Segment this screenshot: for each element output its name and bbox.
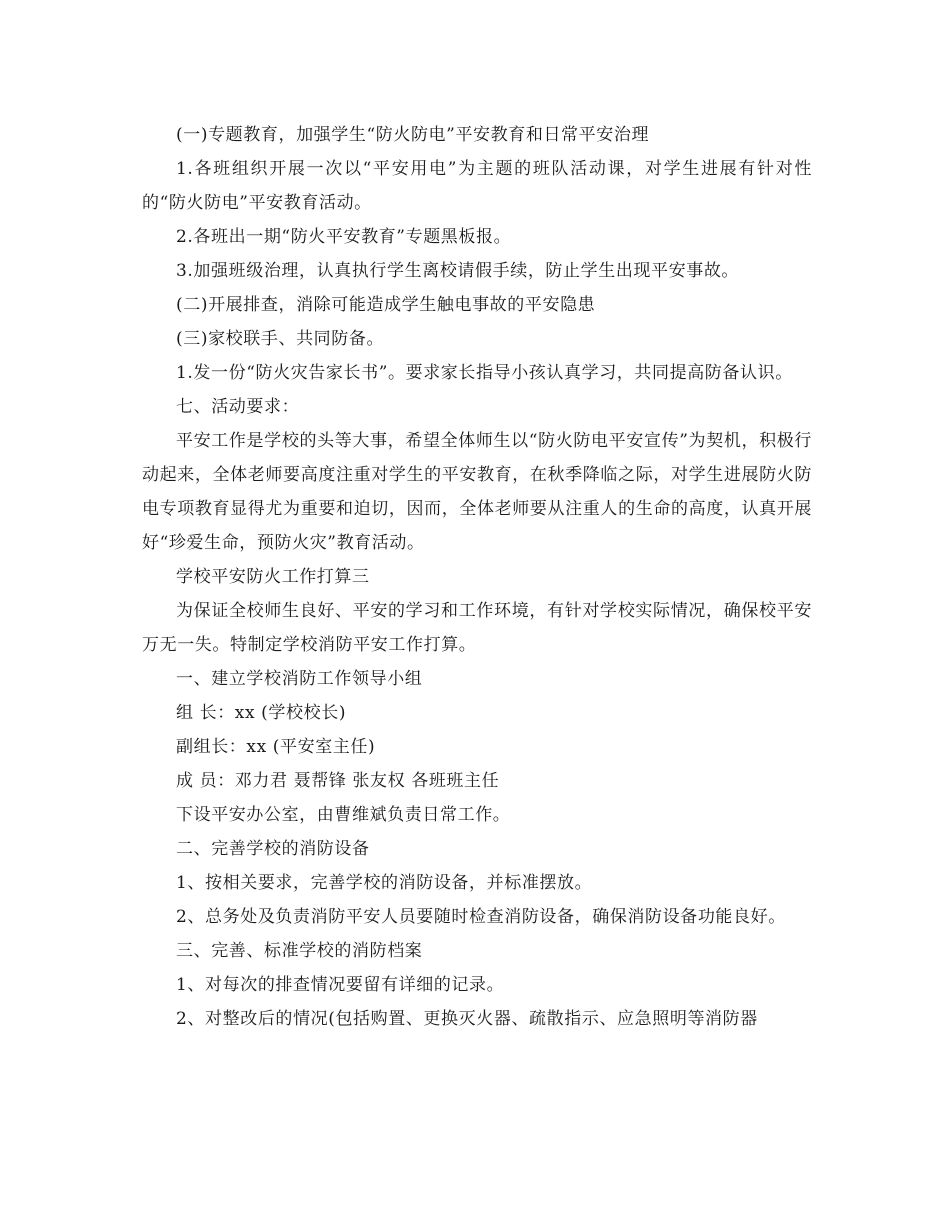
paragraph: 为保证全校师生良好、平安的学习和工作环境，有针对学校实际情况，确保校平安万无一失。特制定学校消防平安工作打算。 <box>142 601 812 655</box>
paragraph: 平安工作是学校的头等大事，希望全体师生以“防火防电平安宣传”为契机，积极行动起来，全体老师要高度注重对学生的平安教育，在秋季降临之际，对学生进展防火防电专项教育显得尤为重要和迫切，因而，全体老师要从注重人的生命的高度，认真开展好“珍爱生命，预防火灾”教育活动。 <box>142 431 812 553</box>
section-heading: 三、完善、标准学校的消防档案 <box>176 941 423 961</box>
paragraph: 3.加强班级治理，认真执行学生离校请假手续，防止学生出现平安事故。 <box>176 261 740 281</box>
paragraph: 2、总务处及负责消防平安人员要随时检查消防设备，确保消防设备功能良好。 <box>176 907 786 927</box>
section-heading: 七、活动要求： <box>176 397 300 417</box>
document-body <box>142 118 812 1036</box>
section-heading: 一、建立学校消防工作领导小组 <box>176 669 423 689</box>
paragraph: 1.发一份“防火灾告家长书”。要求家长指导小孩认真学习，共同提高防备认识。 <box>176 363 793 383</box>
paragraph: 2、对整改后的情况(包括购置、更换灭火器、疏散指示、应急照明等消防器 <box>176 1009 758 1029</box>
paragraph: 成 员：邓力君 聂帮锋 张友权 各班班主任 <box>176 771 500 791</box>
paragraph: (二)开展排查，消除可能造成学生触电事故的平安隐患 <box>176 295 596 315</box>
paragraph: 副组长：xx (平安室主任) <box>176 737 376 757</box>
section-heading: 二、完善学校的消防设备 <box>176 839 370 859</box>
document-subtitle: 学校平安防火工作打算三 <box>176 567 370 587</box>
paragraph: (一)专题教育，加强学生“防火防电”平安教育和日常平安治理 <box>176 125 650 145</box>
paragraph: 下设平安办公室，由曹维斌负责日常工作。 <box>176 805 511 825</box>
paragraph: (三)家校联手、共同防备。 <box>176 329 385 349</box>
paragraph: 组 长：xx (学校校长) <box>176 703 347 723</box>
paragraph: 1、对每次的排查情况要留有详细的记录。 <box>176 975 505 995</box>
paragraph: 2.各班出一期“防火平安教育”专题黑板报。 <box>176 227 512 247</box>
paragraph: 1、按相关要求，完善学校的消防设备，并标准摆放。 <box>176 873 593 893</box>
paragraph: 1.各班组织开展一次以“平安用电”为主题的班队活动课，对学生进展有针对性的“防火防电”平安教育活动。 <box>142 159 812 213</box>
